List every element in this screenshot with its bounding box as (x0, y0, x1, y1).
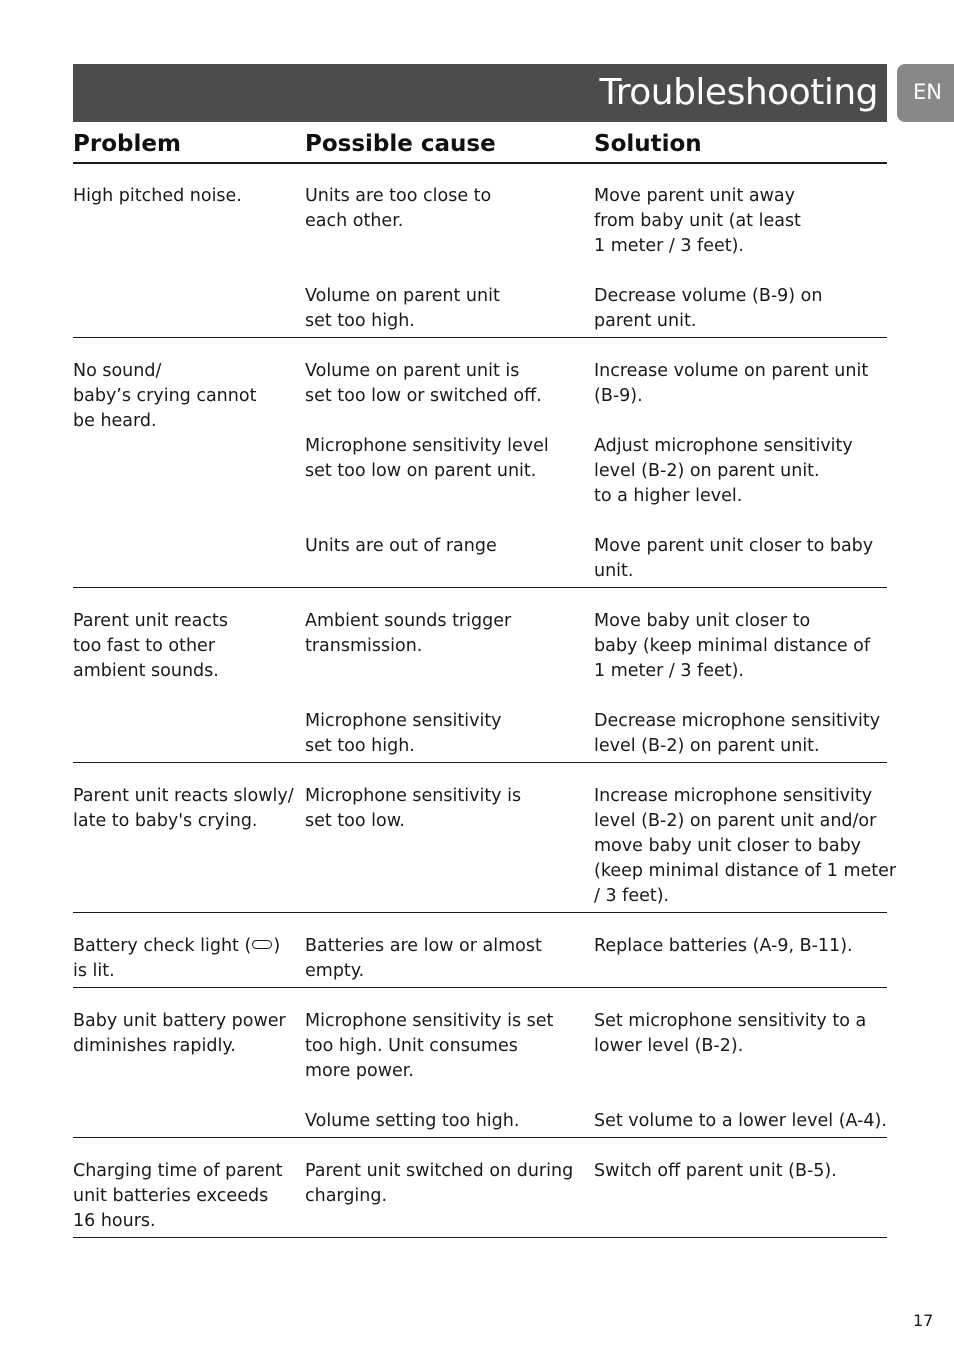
language-tab (897, 64, 954, 122)
solution-cell: Adjust microphone sensitivity level (B-2) on parent unit. to a higher level. (594, 436, 853, 506)
solution-cell: Set volume to a lower level (A-4). (594, 1111, 887, 1131)
cause-cell: Volume setting too high. (305, 1111, 520, 1131)
cause-cell: Microphone sensitivity is set too high. Unit consumes more power. (305, 1011, 554, 1081)
column-header-problem: Problem (73, 131, 181, 157)
problem-cell: High pitched noise. (73, 186, 242, 206)
row-divider (73, 912, 887, 913)
solution-cell: Move baby unit closer to baby (keep minimal distance of 1 meter / 3 feet). (594, 611, 871, 681)
cause-cell: Volume on parent unit is set too low or switched off. (305, 361, 542, 406)
cause-cell: Microphone sensitivity level set too low on parent unit. (305, 436, 549, 481)
row-divider (73, 587, 887, 588)
title-banner (73, 64, 887, 122)
row-divider (73, 987, 887, 988)
solution-cell: Increase volume on parent unit (B-9). (594, 361, 869, 406)
solution-cell: Move parent unit closer to baby unit. (594, 536, 874, 581)
cause-cell: Microphone sensitivity set too high. (305, 711, 502, 756)
solution-cell: Decrease volume (B-9) on parent unit. (594, 286, 823, 331)
cause-cell: Units are out of range (305, 536, 497, 556)
column-header-solution: Solution (594, 131, 702, 157)
problem-cell: No sound/ baby’s crying cannot be heard. (73, 361, 257, 431)
problem-cell: Parent unit reacts too fast to other ambient sounds. (73, 611, 228, 681)
solution-cell: Move parent unit away from baby unit (at least 1 meter / 3 feet). (594, 186, 801, 256)
problem-cell: is lit. (73, 961, 115, 981)
problem-cell: Parent unit reacts slowly/ late to baby's crying. (73, 786, 294, 831)
solution-cell: Set microphone sensitivity to a lower level (B-2). (594, 1011, 867, 1056)
row-divider (73, 337, 887, 338)
solution-cell: Decrease microphone sensitivity level (B-2) on parent unit. (594, 711, 881, 756)
problem-text: Battery check light ( (73, 936, 252, 956)
cause-cell: Units are too close to each other. (305, 186, 492, 231)
problem-cell: Charging time of parent unit batteries exceeds 16 hours. (73, 1161, 283, 1231)
row-divider (73, 762, 887, 763)
cause-cell: Parent unit switched on during charging. (305, 1161, 574, 1206)
language-tab-label: EN (913, 80, 942, 104)
problem-cell: Baby unit battery power diminishes rapidly. (73, 1011, 286, 1056)
battery-icon (252, 940, 272, 949)
header-divider (73, 162, 887, 164)
page-title: Troubleshooting (599, 72, 878, 113)
page-number: 17 (913, 1311, 934, 1330)
solution-cell: Replace batteries (A-9, B-11). (594, 936, 853, 956)
column-header-cause: Possible cause (305, 131, 496, 157)
cause-cell: Ambient sounds trigger transmission. (305, 611, 512, 656)
cause-cell: Volume on parent unit set too high. (305, 286, 500, 331)
problem-text: ) (273, 936, 281, 956)
row-divider (73, 1137, 887, 1138)
problem-cell (73, 934, 280, 959)
solution-cell: Increase microphone sensitivity level (B-2) on parent unit and/or move baby unit closer to baby (keep minimal distance of 1 meter / 3 feet). (594, 786, 897, 906)
solution-cell: Switch off parent unit (B-5). (594, 1161, 837, 1181)
cause-cell: Batteries are low or almost empty. (305, 936, 542, 981)
cause-cell: Microphone sensitivity is set too low. (305, 786, 522, 831)
row-divider (73, 1237, 887, 1238)
